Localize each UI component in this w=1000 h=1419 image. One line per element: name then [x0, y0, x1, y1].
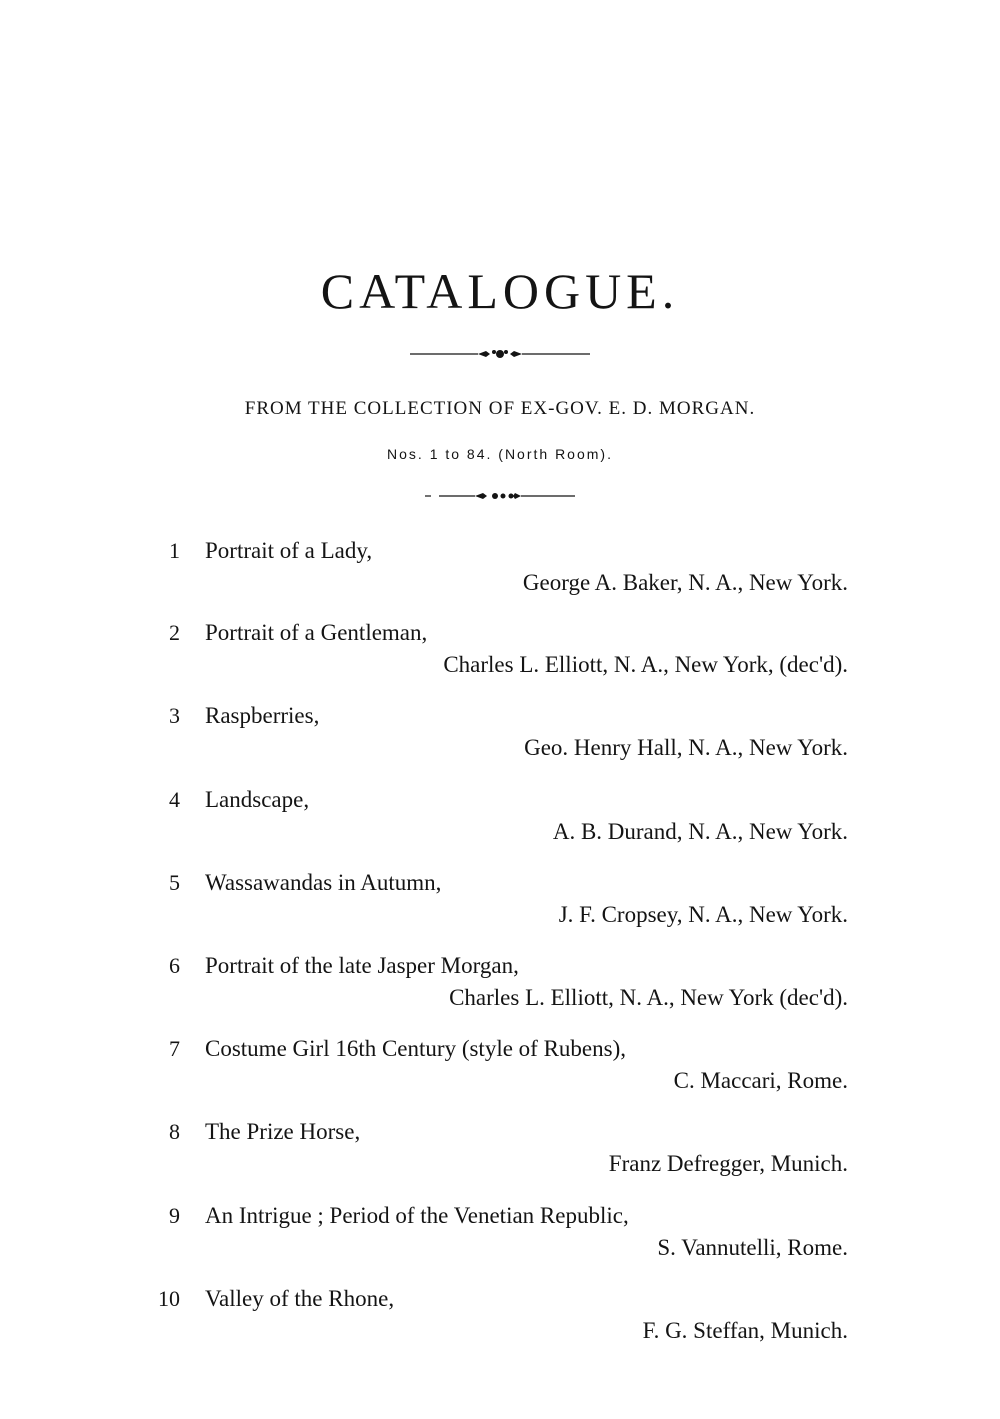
ornament-divider-icon — [410, 346, 590, 362]
catalogue-entry — [0, 620, 1000, 690]
entry-artist: Charles L. Elliott, N. A., New York, (dec'd). — [443, 652, 848, 677]
catalogue-entry — [0, 787, 1000, 857]
entry-number: 9 — [169, 1203, 180, 1228]
entry-work-title: Portrait of a Gentleman, — [205, 620, 428, 645]
entry-artist: F. G. Steffan, Munich. — [642, 1318, 848, 1343]
entry-artist: Geo. Henry Hall, N. A., New York. — [524, 735, 848, 760]
entry-number: 3 — [169, 703, 180, 728]
catalogue-entry — [0, 1036, 1000, 1106]
entry-work-title: The Prize Horse, — [205, 1119, 361, 1144]
entry-number: 2 — [169, 620, 180, 645]
catalogue-entry — [0, 953, 1000, 1023]
entry-work-title: Costume Girl 16th Century (style of Rubens), — [205, 1036, 626, 1061]
catalogue-entry — [0, 1286, 1000, 1356]
entry-number: 7 — [169, 1036, 180, 1061]
entry-work-title: Landscape, — [205, 787, 310, 812]
entry-artist: George A. Baker, N. A., New York. — [522, 570, 848, 595]
entry-number: 6 — [169, 953, 180, 978]
entry-artist: J. F. Cropsey, N. A., New York. — [558, 902, 848, 927]
catalogue-entry — [0, 1203, 1000, 1273]
entry-work-title: Raspberries, — [205, 703, 320, 728]
entry-number: 10 — [158, 1286, 180, 1311]
catalogue-entry — [0, 1119, 1000, 1189]
entry-number: 5 — [169, 870, 180, 895]
collection-subtitle: FROM THE COLLECTION OF EX-GOV. E. D. MORGAN. — [244, 398, 756, 419]
entry-work-title: Wassawandas in Autumn, — [205, 870, 442, 895]
catalogue-entry — [0, 703, 1000, 773]
entry-work-title: Valley of the Rhone, — [205, 1286, 395, 1311]
entry-artist: A. B. Durand, N. A., New York. — [552, 819, 848, 844]
entry-artist: C. Maccari, Rome. — [673, 1068, 848, 1093]
catalogue-entry — [0, 870, 1000, 940]
entry-work-title: An Intrigue ; Period of the Venetian Republic, — [205, 1203, 629, 1228]
entry-number: 4 — [169, 787, 180, 812]
collection-note: Nos. 1 to 84. (North Room). — [387, 446, 613, 462]
entry-number: 8 — [169, 1119, 180, 1144]
ornament-divider-bottom — [0, 489, 1000, 508]
entry-artist: Franz Defregger, Munich. — [608, 1151, 848, 1176]
entry-work-title: Portrait of a Lady, — [205, 538, 373, 563]
entry-work-title: Portrait of the late Jasper Morgan, — [205, 953, 519, 978]
page-title: CATALOGUE. — [320, 263, 680, 319]
entry-artist: Charles L. Elliott, N. A., New York (dec'd). — [449, 985, 848, 1010]
ornament-divider-icon — [425, 489, 575, 503]
ornament-divider-top — [0, 346, 1000, 367]
entry-artist: S. Vannutelli, Rome. — [657, 1235, 848, 1260]
entry-number: 1 — [169, 538, 180, 563]
catalogue-entry — [0, 538, 1000, 608]
